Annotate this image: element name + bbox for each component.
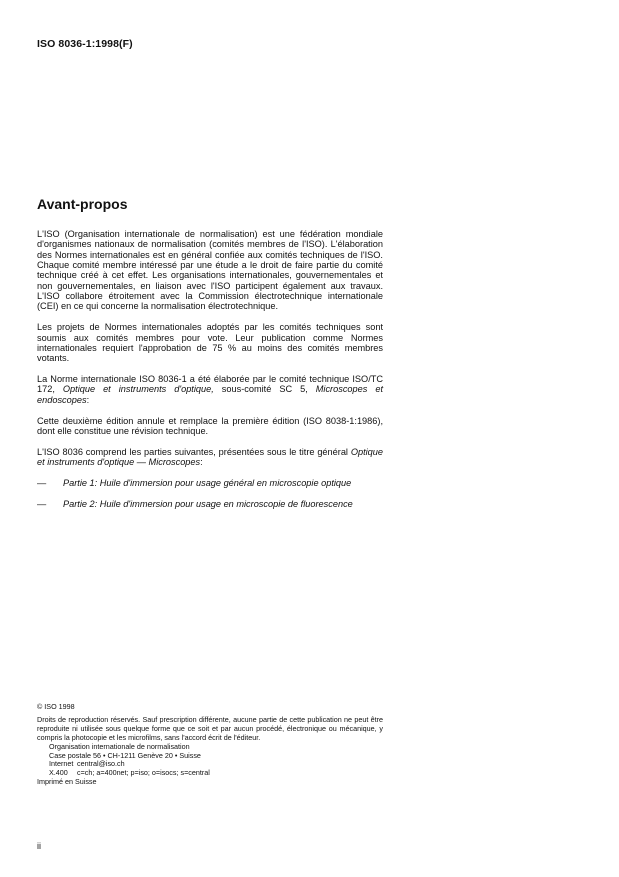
general-title: Optique et instruments d'optique — Microscopes [37,446,383,468]
committee-name: Optique et instruments d'optique, [62,384,214,395]
list-item [37,499,383,509]
internet-email: central@iso.ch [77,759,125,769]
committee-text: La Norme internationale ISO 8036-1 a été élaborée par le comité technique ISO/TC 172, [37,374,383,395]
subcommittee-text: sous-comité SC 5, [213,384,316,395]
list-dash: — [37,499,47,510]
postal-address: Case postale 56 • CH-1211 Genève 20 • Suisse [49,750,201,760]
list-dash: — [37,478,47,489]
copyright-line: © ISO 1998 [37,702,75,711]
publisher-address [49,743,383,779]
x400-address: c=ch; a=400net; p=iso; o=isocs; s=central [77,768,210,778]
parts-intro-colon: : [200,457,203,468]
paragraph-edition: Cette deuxième édition annule et remplace la première édition (ISO 8038-1:1986), dont elle constitue une révision technique. [37,415,383,436]
rights-statement: Droits de reproduction réservés. Sauf prescription différente, aucune partie de cette publication ne peut être reproduite ni utilisée sous quelque forme que ce soit et par aucun procédé, électronique ou mécanique, y compris la photocopie et les microfilms, sans l'accord écrit de l'éditeur. [37,714,383,742]
x400-row [49,769,383,778]
part-2-title: Partie 2: Huile d'immersion pour usage en microscopie de fluorescence [63,499,353,510]
x400-label: X.400 [49,768,68,778]
page-number: ii [37,841,41,851]
parts-intro-text: L'ISO 8036 comprend les parties suivantes, présentées sous le titre général [37,446,351,457]
foreword-body [37,229,383,521]
paragraph-parts-intro [37,447,383,468]
subcommittee-name: Microscopes et endoscopes [37,384,383,405]
paragraph-draft-standards: Les projets de Normes internationales adoptés par les comités techniques sont soumis aux comités membres pour vote. Leur publication comme Normes internationales requiert l'approbation de 75 % au moins des comités membres votants. [37,322,383,364]
page-title: Avant-propos [37,196,128,212]
paragraph-committee [37,374,383,405]
list-item [37,478,383,488]
document-code: ISO 8036-1:1998(F) [37,38,133,50]
paragraph-iso-intro: L'ISO (Organisation internationale de normalisation) est une fédération mondiale d'organismes nationaux de normalisation (comités membres de l'ISO). L'élaboration des Normes internationales est en général confiée aux comités techniques de l'ISO. Chaque comité membre intéressé par une étude a le droit de faire partie du comité technique créé à cet effet. Les organisations internationales, gouvernementales et non gouvernementales, en liaison avec l'ISO participent également aux travaux. L'ISO collabore étroitement avec la Commission électrotechnique internationale (CEI) en ce qui concerne la normalisation électrotechnique. [37,229,383,312]
printed-in: Imprimé en Suisse [37,777,97,787]
committee-colon: : [86,394,90,405]
part-1-title: Partie 1: Huile d'immersion pour usage général en microscopie optique [63,478,352,489]
organisation-name: Organisation internationale de normalisation [49,741,190,751]
internet-label: Internet [49,759,74,769]
copyright-block [37,703,383,787]
